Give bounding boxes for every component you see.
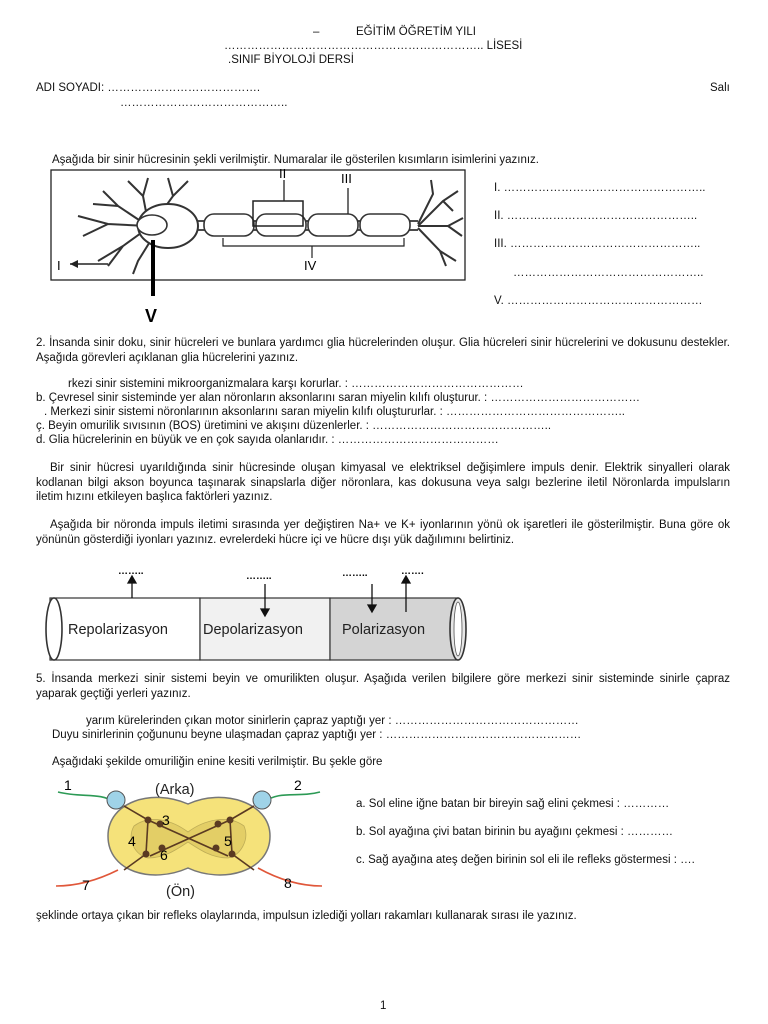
- label-on: (Ön): [166, 884, 195, 900]
- num-3: 3: [162, 812, 170, 828]
- school-name: ………………………………………………………….. LİSESİ: [224, 40, 523, 52]
- segment-depolarization: Depolarizasyon: [203, 622, 303, 638]
- segment-repolarization: Repolarizasyon: [68, 622, 168, 638]
- num-1: 1: [64, 777, 72, 793]
- dots-3: ……..: [342, 568, 368, 579]
- q1-answer-2: II. …………………………………………..: [494, 210, 698, 222]
- q5-item-1: yarım kürelerinden çıkan motor sinirlerin çapraz yaptığı yer : …………………………………………: [86, 715, 579, 727]
- num-4: 4: [128, 833, 136, 849]
- neuron-figure: [48, 166, 470, 326]
- q5-item-2: Duyu sinirlerinin çoğununu beyne ulaşmadan çapraz yaptığı yer : ……………………………………………: [52, 729, 582, 741]
- q2-item-d: d. Glia hücrelerinin en büyük ve en çok sayıda olanlarıdır. : ……………………………………: [36, 434, 499, 446]
- q6-intro: Aşağıdaki şekilde omuriliğin enine kesiti verilmiştir. Bu şekle göre: [52, 756, 383, 768]
- page-number: 1: [380, 1000, 387, 1012]
- q6-outro: şeklinde ortaya çıkan bir refleks olaylarında, impulsun izlediği yolları rakamları kullanarak sırası ile yazınız.: [36, 910, 577, 922]
- course-title: .SINIF BİYOLOJİ DERSİ: [228, 54, 354, 66]
- q2-item-a: rkezi sinir sistemini mikroorganizmalara karşı korurlar. : ………………………………………: [68, 378, 524, 390]
- label-III: III: [341, 171, 352, 186]
- q3-text: Bir sinir hücresi uyarıldığında sinir hücresinde oluşan kimyasal ve elektriksel değişimlere impuls denir. Elektrik sinyalleri olarak kodlanan bilgi akson boyunca taşınarak sinapslarla diğer nöronlara, kas dokusuna veya salgı bezlerine iletil Nöronlarda impulsların iletim hızını etkileyen başlıca faktörleri yazınız.: [36, 462, 730, 503]
- spinal-cord-figure: [52, 774, 328, 902]
- dots-2: ……..: [246, 571, 272, 582]
- day-label: Salı: [710, 82, 730, 94]
- label-IV: IV: [304, 258, 317, 273]
- num-2: 2: [294, 777, 302, 793]
- dots-4: …….: [401, 566, 424, 577]
- num-7: 7: [82, 877, 90, 893]
- impulse-conduction-figure: [40, 562, 470, 668]
- q1-intro: Aşağıda bir sinir hücresinin şekli verilmiştir. Numaralar ile gösterilen kısımların isimlerini yazınız.: [52, 154, 539, 166]
- q1-answer-5: V. ……………………………………………: [494, 295, 703, 307]
- q2-text: 2. İnsanda sinir doku, sinir hücreleri ve bunlara yardımcı glia hücrelerinden oluşur. Glia hücreleri sinir hücrelerini ve dokusunu destekler. Aşağıda görevleri açıklanan glia hücrelerini yazınız.: [36, 337, 730, 364]
- q1-answer-3: III. …………………………………………..: [494, 238, 701, 250]
- q2-item-c2: ç. Beyin omurilik sıvısının (BOS) üretimini ve akışını düzenlerler. : ………………………………………..: [36, 420, 552, 432]
- name-field-continued: ……………………………………..: [120, 97, 288, 109]
- num-6: 6: [160, 847, 168, 863]
- q4-text: Aşağıda bir nöronda impuls iletimi sırasında yer değiştiren Na+ ve K+ iyonlarının yönü ok işaretleri ile gösterilmiştir. Buna göre ok yönünün gösterdiği iyonları yazınız. evrelerdeki hücre içi ve hücre dışı yük dağılımını belirtiniz.: [36, 519, 730, 546]
- label-V: V: [145, 306, 158, 326]
- q2-item-c: . Merkezi sinir sistemi nöronlarının aksonlarını saran miyelin kılıfı oluştururlar. : ………………………………………..: [44, 406, 625, 418]
- label-I: I: [57, 258, 61, 273]
- q2-item-b: b. Çevresel sinir sisteminde yer alan nöronların aksonlarını saran miyelin kılıfı oluşturur. : …………………………………: [36, 392, 640, 404]
- academic-year: EĞİTİM ÖĞRETİM YILI: [356, 26, 476, 38]
- num-8: 8: [284, 875, 292, 891]
- label-arka: (Arka): [155, 782, 195, 798]
- num-5: 5: [224, 833, 232, 849]
- q1-answer-1: I. ……………………………………………..: [494, 182, 706, 194]
- q6-item-c: c. Sağ ayağına ateş değen birinin sol eli ile refleks göstermesi : ….: [356, 854, 695, 866]
- dots-1: ……..: [118, 566, 144, 577]
- q5-text: 5. İnsanda merkezi sinir sistemi beyin ve omurilikten oluşur. Aşağıda verilen bilgilere göre merkezi sinir sisteminde sinirle çapraz yaparak geçtiği yerleri yazınız.: [36, 673, 730, 700]
- q1-answer-4: …………………………………………..: [513, 267, 704, 279]
- q6-item-b: b. Sol ayağına çivi batan birinin bu ayağını çekmesi : …………: [356, 826, 674, 838]
- name-field: ADI SOYADI: ………………………………….: [36, 82, 261, 94]
- label-II: II: [279, 166, 287, 181]
- segment-polarization: Polarizasyon: [342, 622, 426, 638]
- year-dash: –: [313, 26, 320, 38]
- q6-item-a: a. Sol eline iğne batan bir bireyin sağ elini çekmesi : …………: [356, 798, 670, 810]
